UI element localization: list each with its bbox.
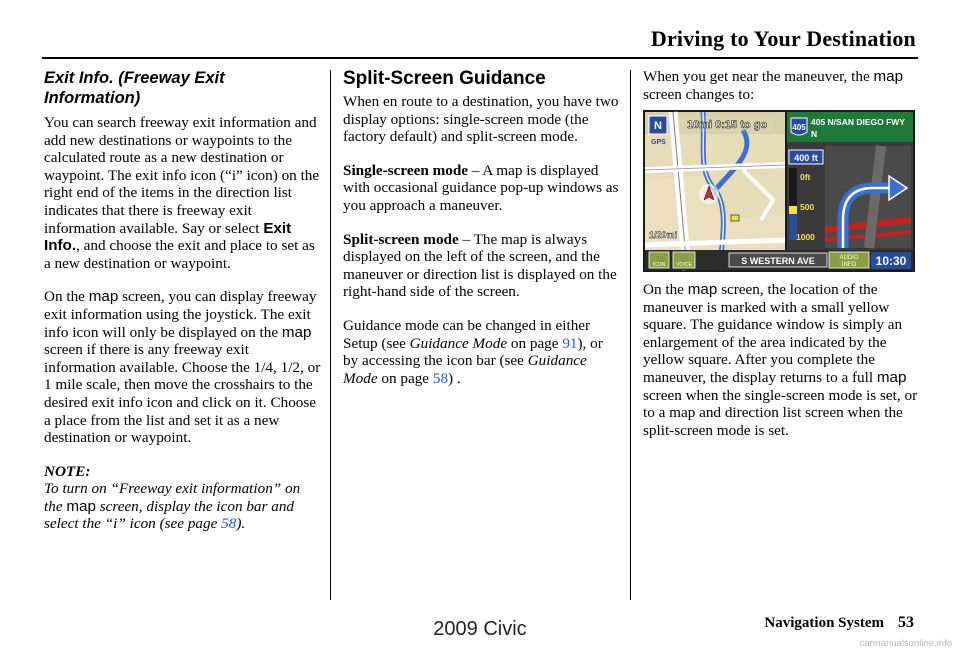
audio-button-label-1[interactable]: AUDIO	[839, 255, 859, 261]
note-label: NOTE:	[44, 462, 91, 480]
gauge-label-0ft: 0ft	[800, 172, 811, 182]
compass-label: N	[654, 120, 662, 132]
voice-button-label[interactable]: VOICE	[676, 262, 692, 268]
page-link-58[interactable]: 58	[221, 515, 237, 533]
split-screen-heading: Split-Screen Guidance	[343, 68, 546, 89]
distance-time-readout: 10mi 0:15 to go	[687, 119, 768, 131]
page-header-title: Driving to Your Destination	[650, 26, 916, 51]
exit-info-heading: Exit Info. (Freeway Exit Information)	[44, 69, 225, 107]
current-street: S WESTERN AVE	[741, 256, 815, 266]
header-rule	[42, 57, 918, 59]
maneuver-description: On the map screen, the location of the maneuver is marked with a small yellow square. The guidance window is simply an enlargement of the area indicated by the yellow square. After you complete the maneuver, the display returns to a full map screen when the single-screen mode is set, or to a map and direction list screen when the split-screen mode is set.	[643, 281, 918, 439]
audio-button-label-2[interactable]: INFO	[841, 262, 857, 268]
column-exit-info	[44, 68, 322, 533]
highway-name-line-2: N	[811, 129, 818, 139]
single-screen-mode-paragraph: Single-screen mode – A map is displayed with occasional guidance pop-up windows as you approach a maneuver.	[343, 161, 619, 214]
column-divider-1	[330, 70, 331, 600]
highway-shield-number: 405	[792, 123, 806, 132]
column-maneuver	[643, 68, 918, 103]
model-caption: 2009 Civic	[433, 618, 527, 640]
gauge-label-1000: 1000	[796, 232, 815, 242]
note-block: NOTE: To turn on “Freeway exit information” on the map screen, display the icon bar and select the “i” icon (see page 58).	[44, 462, 301, 533]
split-screen-paragraph-1: When en route to a destination, you have two display options: single-screen mode (the factory default) and split-screen mode.	[343, 93, 619, 146]
clock: 10:30	[875, 254, 907, 268]
gps-label: GPS	[651, 139, 666, 146]
icon-button-label[interactable]: ICON	[652, 262, 666, 268]
page-number: 53	[898, 614, 914, 631]
page-link-58-b[interactable]: 58	[432, 369, 449, 387]
guidance-mode-paragraph: Guidance mode can be changed in either Setup (see Guidance Mode on page 91), or by accessing the icon bar (see Guidance Mode on page 58) .	[343, 316, 603, 387]
highway-name-line-1: 405 N/SAN DIEGO FWY	[811, 117, 905, 127]
distance-to-maneuver: 400 ft	[794, 153, 818, 163]
exit-info-paragraph-1: You can search freeway exit information and add new destinations or waypoints to the calculated route as a new destination or waypoint. The exit info icon (“i” icon) on the right end of the items in the direction list indicates that there is freeway exit information available. Say or select Exit Info., and choose the exit and place to set as a new destination or waypoint.	[44, 114, 320, 272]
left-map-panel	[645, 112, 785, 270]
gauge-label-500: 500	[800, 202, 815, 212]
split-screen-mode-paragraph: Split-screen mode – The map is always displayed on the left of the screen, and the maneuver or direction list is displayed on the right-hand side of the screen.	[343, 230, 617, 301]
exit-info-command: Exit Info.	[44, 219, 292, 255]
exit-info-paragraph-2: On the map screen, you can display freeway exit information using the joystick. The exit info icon will only be displayed on the map screen if there is any freeway exit information available. Choose the 1/4, 1/2, or 1 mile scale, then move the crosshairs to the desired exit info icon and click on it. Choose a place from the list and set it as a new destination or waypoint.	[44, 288, 321, 447]
page-link-91[interactable]: 91	[562, 334, 578, 352]
column-divider-2	[630, 70, 631, 600]
watermark: carmanualsonline.info	[859, 638, 952, 649]
column-maneuver-body	[643, 281, 918, 455]
maneuver-intro: When you get near the maneuver, the map screen changes to:	[643, 68, 904, 103]
column-split-screen	[343, 68, 619, 403]
footer-label: Navigation System	[764, 615, 884, 631]
navigation-split-screen-image	[643, 110, 915, 272]
map-scale: 1/20mi	[649, 230, 678, 240]
